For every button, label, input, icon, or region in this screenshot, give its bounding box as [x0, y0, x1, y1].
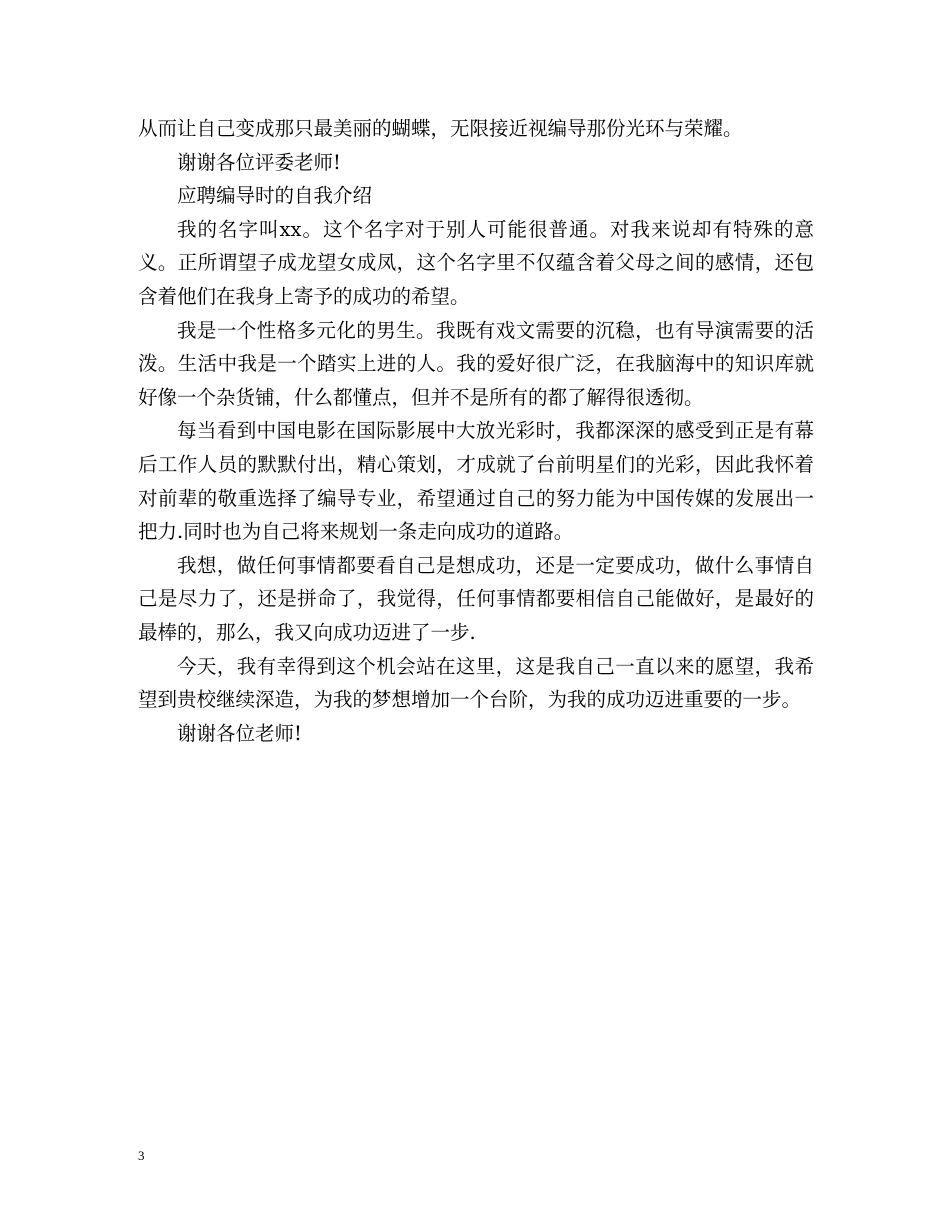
paragraph-attitude: 我想，做任何事情都要看自己是想成功，还是一定要成功，做什么事情自己是尽力了，还是拼命了，我觉得，任何事情都要相信自己能做好，是最好的最棒的，那么，我又向成功迈进了一步.	[138, 553, 814, 644]
paragraph-thanks-teachers: 谢谢各位老师!	[177, 721, 302, 745]
document-body	[138, 112, 814, 750]
section-heading: 应聘编导时的自我介绍	[177, 184, 373, 208]
paragraph-name: 我的名字叫xx。这个名字对于别人可能很普通。对我来说却有特殊的意义。正所谓望子成龙望女成凤，这个名字里不仅蕴含着父母之间的感情，还包含着他们在我身上寄予的成功的希望。	[138, 217, 814, 308]
paragraph-personality: 我是一个性格多元化的男生。我既有戏文需要的沉稳，也有导演需要的活泼。生活中我是一个踏实上进的人。我的爱好很广泛，在我脑海中的知识库就好像一个杂货铺，什么都懂点，但并不是所有的都了解得很透彻。	[138, 318, 814, 409]
paragraph-thanks-judges: 谢谢各位评委老师!	[177, 150, 341, 174]
paragraph-wish: 今天，我有幸得到这个机会站在这里，这是我自己一直以来的愿望，我希望到贵校继续深造，为我的梦想增加一个台阶，为我的成功迈进重要的一步。	[138, 654, 814, 712]
paragraph-continuation: 从而让自己变成那只最美丽的蝴蝶，无限接近视编导那份光环与荣耀。	[138, 117, 743, 140]
paragraph-motivation: 每当看到中国电影在国际影展中大放光彩时，我都深深的感受到正是有幕后工作人员的默默付出，精心策划，才成就了台前明星们的光彩，因此我怀着对前辈的敬重选择了编导专业，希望通过自己的努力能为中国传媒的发展出一把力.同时也为自己将来规划一条走向成功的道路。	[138, 419, 814, 544]
page-number: 3	[138, 1148, 145, 1163]
